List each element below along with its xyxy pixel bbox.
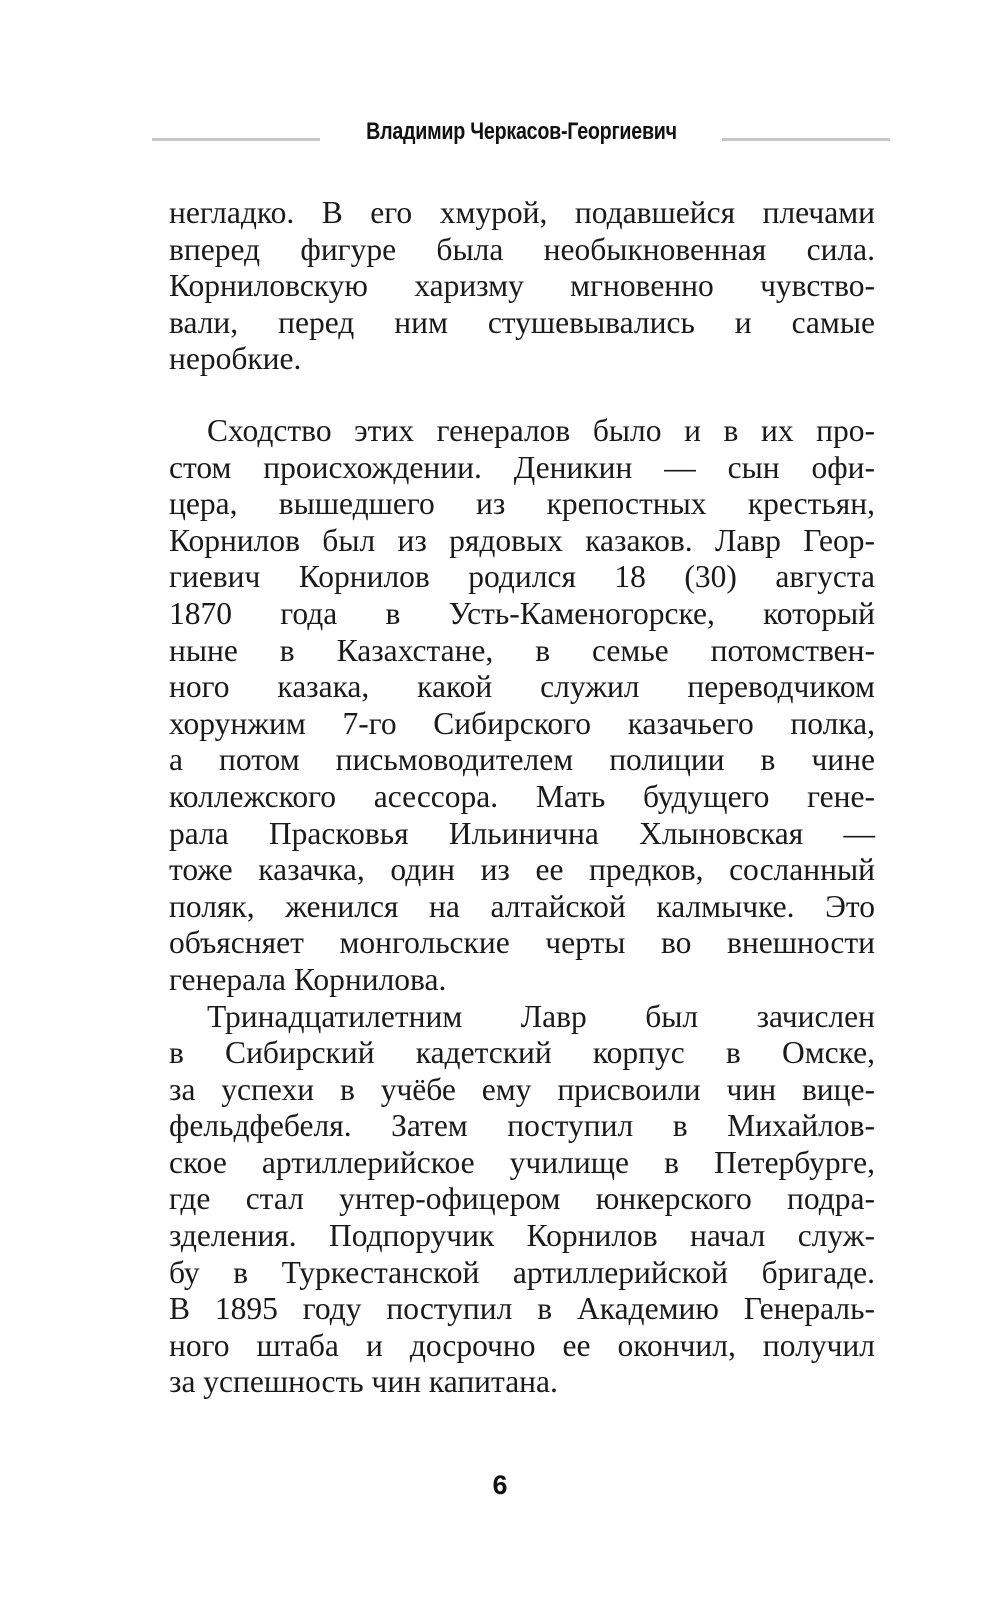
running-head bbox=[152, 112, 890, 152]
text-line: ного казака, какой служил переводчиком bbox=[169, 669, 875, 705]
header-rule-right bbox=[722, 138, 890, 141]
author-name: Владимир Черкасов-Георгиевич bbox=[365, 118, 677, 145]
text-line: вали, перед ним стушевывались и самые bbox=[169, 304, 875, 340]
text-line: коллежского асессора. Мать будущего гене- bbox=[169, 778, 875, 814]
text-line: генерала Корнилова. bbox=[169, 961, 447, 997]
text-line: Сходство этих генералов было и в их про- bbox=[207, 413, 875, 448]
text-line: неробкие. bbox=[169, 341, 302, 377]
text-line: зделения. Подпоручик Корнилов начал служ- bbox=[169, 1218, 875, 1254]
text-line: стом происхождении. Деникин — сын офи- bbox=[169, 449, 875, 485]
paragraph-2 bbox=[169, 413, 875, 999]
text-line: хорунжим 7-го Сибирского казачьего полка, bbox=[169, 705, 875, 741]
text-line: объясняет монгольские черты во внешности bbox=[169, 925, 875, 961]
text-line: фельдфебеля. Затем поступил в Михайлов- bbox=[169, 1108, 875, 1144]
paragraph-3 bbox=[169, 999, 875, 1402]
text-line: гиевич Корнилов родился 18 (30) августа bbox=[169, 559, 875, 595]
body-text bbox=[169, 413, 875, 1401]
text-line: тоже казачка, один из ее предков, сосланный bbox=[169, 852, 875, 888]
text-line: где стал унтер-офицером юнкерского подра- bbox=[169, 1181, 875, 1217]
text-line: поляк, женился на алтайской калмычке. Это bbox=[169, 888, 875, 924]
text-line: в Сибирский кадетский корпус в Омске, bbox=[169, 1035, 875, 1071]
text-line: цера, вышедшего из крепостных крестьян, bbox=[169, 486, 875, 522]
text-line: 1870 года в Усть-Каменогорске, который bbox=[169, 595, 875, 631]
text-line: ного штаба и досрочно ее окончил, получил bbox=[169, 1327, 875, 1363]
text-line: ское артиллерийское училище в Петербурге, bbox=[169, 1144, 875, 1180]
paragraph-1 bbox=[169, 195, 875, 378]
text-line: Корниловскую харизму мгновенно чувство- bbox=[169, 268, 875, 304]
text-line: за успешность чин капитана. bbox=[169, 1364, 558, 1400]
page-number: 6 bbox=[492, 1470, 508, 1500]
text-line: Тринадцатилетним Лавр был зачислен bbox=[207, 998, 875, 1034]
text-line: В 1895 году поступил в Академию Генераль- bbox=[169, 1291, 875, 1327]
text-line: а потом письмоводителем полиции в чине bbox=[169, 742, 875, 778]
text-line: ныне в Казахстане, в семье потомствен- bbox=[169, 632, 875, 668]
text-line: рала Прасковья Ильинична Хлыновская — bbox=[169, 815, 875, 851]
text-line: вперед фигуре была необыкновенная сила. bbox=[169, 231, 875, 267]
header-rule-left bbox=[152, 138, 320, 141]
text-line: за успехи в учёбе ему присвоили чин вице- bbox=[169, 1071, 875, 1107]
text-line: Корнилов был из рядовых казаков. Лавр Геор- bbox=[169, 522, 875, 558]
text-line: негладко. В его хмурой, подавшейся плечами bbox=[169, 195, 875, 230]
text-line: бу в Туркестанской артиллерийской бригаде. bbox=[169, 1254, 875, 1290]
